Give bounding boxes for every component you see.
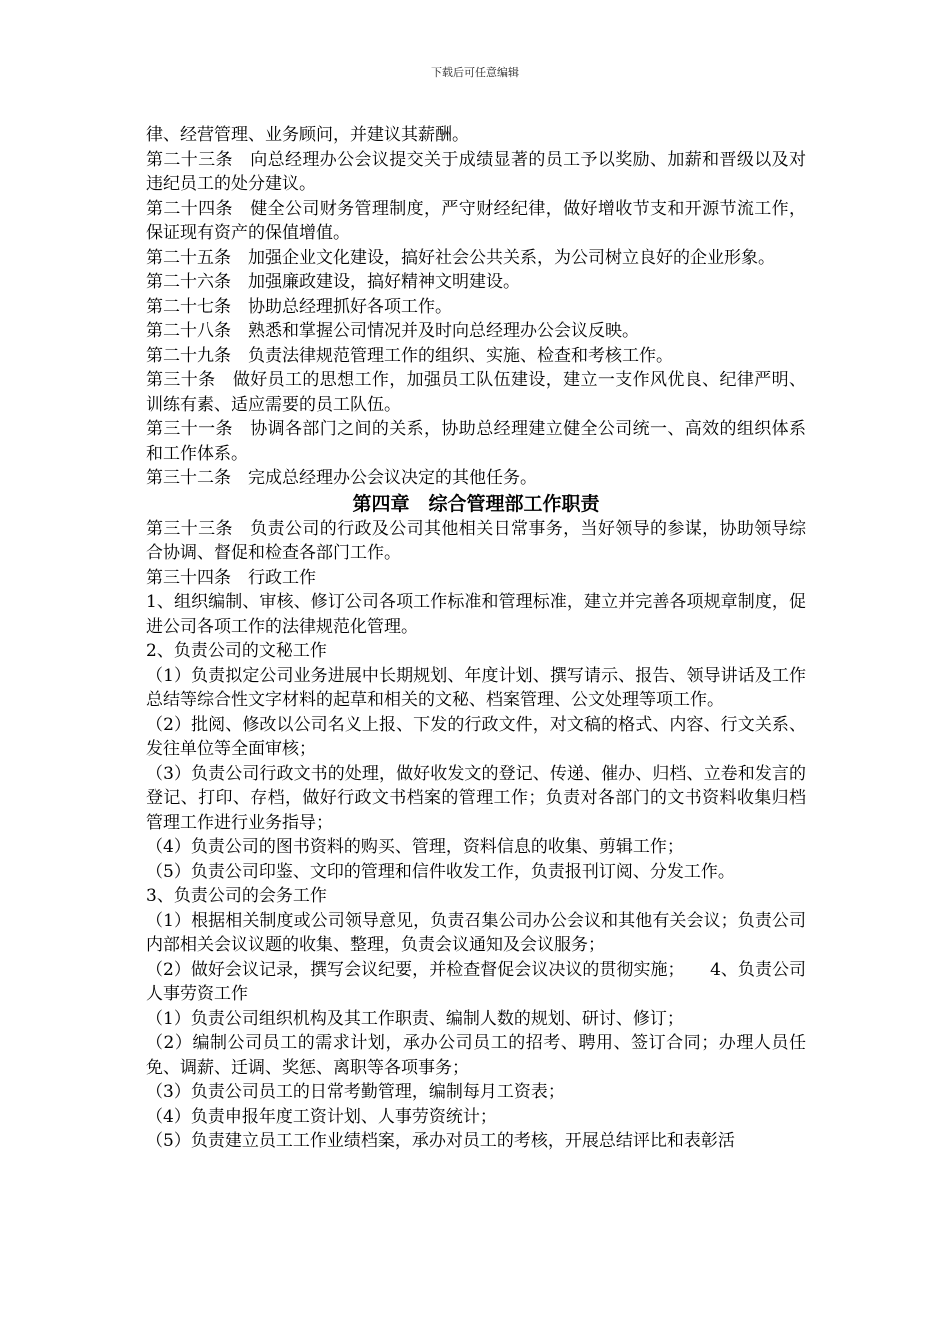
- list-item: （3）负责公司员工的日常考勤管理，编制每月工资表；: [146, 1082, 565, 1102]
- list-item: （2）编制公司员工的需求计划，承办公司员工的招考、聘用、签订合同；办理人员任免、调薪、迁调、奖惩、离职等各项事务；: [146, 1033, 806, 1078]
- list-item: 2、负责公司的文秘工作: [146, 641, 327, 661]
- list-item: （1）负责拟定公司业务进展中长期规划、年度计划、撰写请示、报告、领导讲话及工作总结等综合性文字材料的起草和相关的文秘、档案管理、公文处理等项工作。: [146, 665, 806, 710]
- article-paragraph: 第二十三条 向总经理办公会议提交关于成绩显著的员工予以奖励、加薪和晋级以及对违纪员工的处分建议。: [146, 149, 806, 194]
- article-paragraph: 第三十二条 完成总经理办公会议决定的其他任务。: [146, 468, 537, 488]
- list-item: （1）负责公司组织机构及其工作职责、编制人数的规划、研讨、修订；: [146, 1008, 684, 1029]
- list-item: （5）负责公司印鉴、文印的管理和信件收发工作，负责报刊订阅、分发工作。: [146, 861, 735, 882]
- list-item: （3）负责公司行政文书的处理，做好收发文的登记、传递、催办、归档、立卷和发言的登记、打印、存档，做好行政文书档案的管理工作；负责对各部门的文书资料收集归档管理工作进行业务指导；: [146, 763, 806, 833]
- article-paragraph: 第三十三条 负责公司的行政及公司其他相关日常事务，当好领导的参谋，协助领导综合协调、督促和检查各部门工作。: [146, 518, 806, 563]
- list-item: （2）批阅、修改以公司名义上报、下发的行政文件，对文稿的格式、内容、行文关系、发往单位等全面审核；: [146, 714, 806, 759]
- list-item: （1）根据相关制度或公司领导意见，负责召集公司办公会议和其他有关会议；负责公司内部相关会议议题的收集、整理，负责会议通知及会议服务；: [146, 910, 806, 955]
- article-paragraph: 第三十四条 行政工作: [146, 567, 316, 588]
- article-paragraph: 第二十七条 协助总经理抓好各项工作。: [146, 296, 452, 317]
- document-body: [146, 123, 806, 1154]
- article-paragraph: 律、经营管理、业务顾问，并建议其薪酬。: [146, 125, 469, 145]
- article-paragraph: 第二十五条 加强企业文化建设，搞好社会公共关系，为公司树立良好的企业形象。: [146, 247, 775, 268]
- page-header-note: 下载后可任意编辑: [431, 66, 519, 79]
- article-paragraph: 第三十一条 协调各部门之间的关系，协助总经理建立健全公司统一、高效的组织体系和工作体系。: [146, 419, 806, 464]
- list-item: 1、组织编制、审核、修订公司各项工作标准和管理标准，建立并完善各项规章制度，促进公司各项工作的法律规范化管理。: [146, 592, 806, 637]
- article-paragraph: 第二十九条 负责法律规范管理工作的组织、实施、检查和考核工作。: [146, 345, 673, 366]
- list-item: （4）负责公司的图书资料的购买、管理，资料信息的收集、剪辑工作；: [146, 837, 684, 857]
- list-item: 3、负责公司的会务工作: [146, 886, 327, 906]
- article-paragraph: 第二十六条 加强廉政建设，搞好精神文明建设。: [146, 272, 520, 292]
- list-item: （4）负责申报年度工资计划、人事劳资统计；: [146, 1106, 497, 1127]
- list-item: （2）做好会议记录，撰写会议纪要，并检查督促会议决议的贯彻实施； 4、负责公司人事劳资工作: [146, 959, 806, 1004]
- list-item: （5）负责建立员工工作业绩档案，承办对员工的考核，开展总结评比和表彰活: [146, 1131, 735, 1151]
- article-paragraph: 第二十四条 健全公司财务管理制度，严守财经纪律，做好增收节支和开源节流工作，保证现有资产的保值增值。: [146, 198, 806, 243]
- chapter-title: 第四章 综合管理部工作职责: [352, 492, 600, 515]
- article-paragraph: 第三十条 做好员工的思想工作，加强员工队伍建设，建立一支作风优良、纪律严明、训练有素、适应需要的员工队伍。: [146, 370, 806, 415]
- article-paragraph: 第二十八条 熟悉和掌握公司情况并及时向总经理办公会议反映。: [146, 321, 639, 341]
